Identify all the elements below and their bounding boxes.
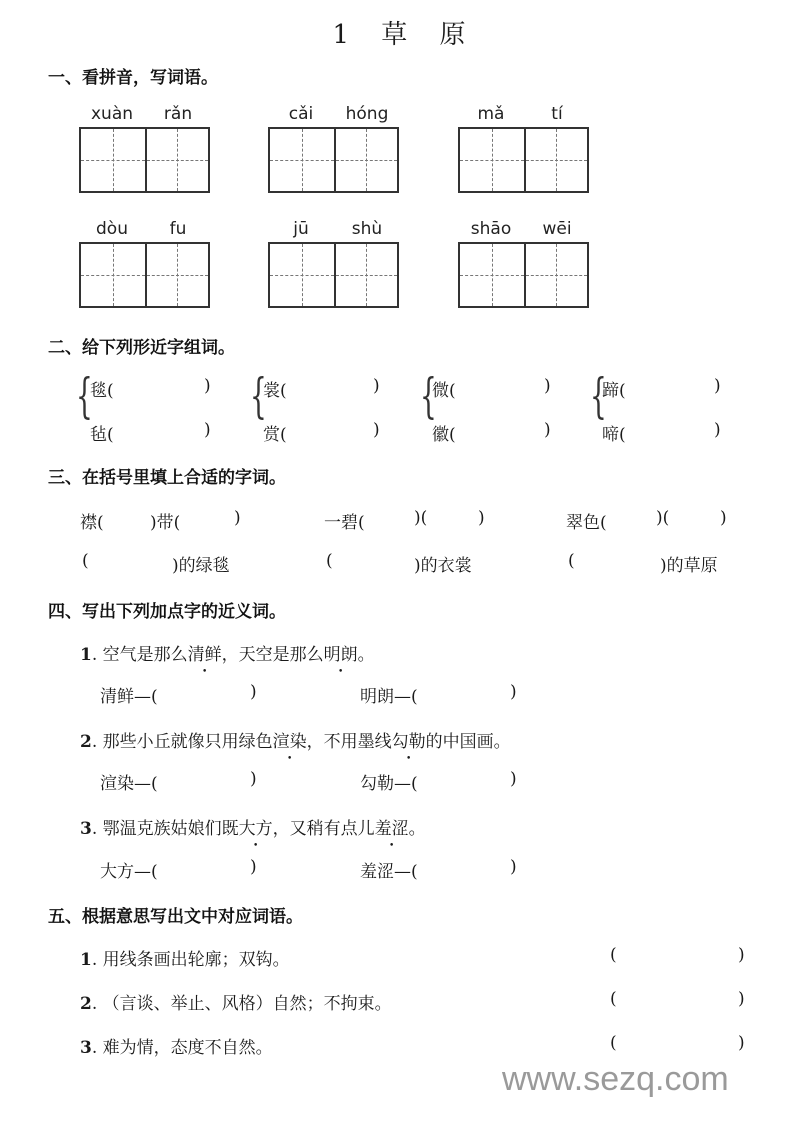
open-paren: (: [568, 551, 575, 571]
pinyin: dòu: [96, 219, 128, 239]
open-paren: (: [610, 989, 617, 1009]
brace-icon: {: [420, 368, 437, 424]
answer-prompt: 渲染—(: [100, 774, 158, 794]
item-number: 1: [80, 950, 92, 970]
sentence-text: ，天空是那么: [221, 645, 324, 665]
fill-prompt: )的绿毯: [172, 556, 230, 576]
pinyin: shāo: [470, 219, 512, 239]
grid-cell[interactable]: [145, 244, 209, 306]
writing-grid[interactable]: [458, 242, 589, 308]
pinyin: rǎn: [163, 104, 193, 124]
dotted-word: 渲染: [272, 732, 307, 752]
close-paren: ): [738, 945, 745, 965]
fill-prompt: )带(: [150, 513, 181, 533]
close-paren: ): [510, 682, 517, 702]
sentence: 2. 那些小丘就像只用绿色渲染，不用墨线勾勒的中国画。: [80, 727, 511, 752]
definition-item: 3. 难为情，态度不自然。: [80, 1038, 273, 1058]
brace-icon: {: [590, 368, 607, 424]
sentence-text: 鄂温克族姑娘们既: [102, 819, 239, 839]
section-heading-5: 五、根据意思写出文中对应词语。: [48, 907, 303, 927]
answer-prompt: 羞涩—(: [360, 862, 418, 882]
section-heading-3: 三、在括号里填上合适的字词。: [48, 468, 286, 488]
definition-text: 用线条画出轮廓；双钩。: [102, 950, 290, 970]
close-paren: ): [544, 376, 551, 396]
item-number: 2: [80, 732, 92, 752]
fill-prompt: 翠色(: [566, 513, 607, 533]
section-heading-2: 二、给下列形近字组词。: [48, 338, 235, 358]
close-paren: ): [510, 769, 517, 789]
char-prompt: 毯(: [90, 381, 114, 401]
writing-grid[interactable]: [268, 242, 399, 308]
definition-text: （言谈、举止、风格）自然；不拘束。: [102, 994, 392, 1014]
close-paren: ): [373, 376, 380, 396]
open-paren: (: [82, 551, 89, 571]
answer-prompt: 清鲜—(: [100, 687, 158, 707]
open-paren: (: [610, 945, 617, 965]
fill-prompt: )(: [656, 508, 670, 528]
pinyin: fu: [169, 219, 187, 239]
close-paren: ): [714, 420, 721, 440]
definition-item: 2. （言谈、举止、风格）自然；不拘束。: [80, 994, 392, 1014]
close-paren: ): [204, 376, 211, 396]
pinyin: jū: [293, 219, 309, 239]
item-number: 3: [80, 1038, 92, 1058]
grid-cell[interactable]: [81, 129, 145, 191]
definition-item: 1. 用线条画出轮廓；双钩。: [80, 950, 290, 970]
dotted-word: 大方: [238, 819, 273, 839]
fill-prompt: )的衣裳: [414, 556, 472, 576]
fill-prompt: 一碧(: [324, 513, 365, 533]
open-paren: (: [610, 1033, 617, 1053]
writing-grid[interactable]: [79, 242, 210, 308]
fill-prompt: 襟(: [80, 513, 104, 533]
dotted-word: 明朗: [323, 645, 358, 665]
title-char: 原: [439, 20, 468, 50]
sentence-text: 那些小丘就像只用绿色: [102, 732, 273, 752]
brace-icon: {: [76, 368, 93, 424]
close-paren: ): [714, 376, 721, 396]
item-number: 3: [80, 819, 92, 839]
definition-text: 难为情，态度不自然。: [102, 1038, 273, 1058]
close-paren: ): [250, 769, 257, 789]
grid-cell[interactable]: [460, 129, 524, 191]
pinyin: wēi: [542, 219, 572, 239]
close-paren: ): [738, 1033, 745, 1053]
close-paren: ): [204, 420, 211, 440]
sentence: 3. 鄂温克族姑娘们既大方，又稍有点儿羞涩。: [80, 814, 426, 839]
writing-grid[interactable]: [79, 127, 210, 193]
char-prompt: 裳(: [263, 381, 287, 401]
grid-cell[interactable]: [145, 129, 209, 191]
answer-prompt: 明朗—(: [360, 687, 418, 707]
char-prompt: 微(: [432, 381, 456, 401]
sentence-text: ，不用墨线: [306, 732, 392, 752]
pinyin: shù: [351, 219, 383, 239]
grid-cell[interactable]: [524, 129, 588, 191]
sentence-text: 的中国画。: [425, 732, 511, 752]
grid-cell[interactable]: [460, 244, 524, 306]
grid-cell[interactable]: [270, 129, 334, 191]
sentence-text: ，又稍有点儿: [272, 819, 375, 839]
fill-prompt: )(: [414, 508, 428, 528]
pinyin: tí: [551, 104, 563, 124]
item-number: 1: [80, 645, 92, 665]
title-char: 草: [381, 20, 410, 50]
item-number: 2: [80, 994, 92, 1014]
pinyin: xuàn: [90, 104, 134, 124]
grid-cell[interactable]: [81, 244, 145, 306]
close-paren: ): [544, 420, 551, 440]
dotted-word: 清鲜: [187, 645, 222, 665]
close-paren: ): [250, 682, 257, 702]
brace-icon: {: [250, 368, 267, 424]
open-paren: (: [326, 551, 333, 571]
sentence-text: 空气是那么: [102, 645, 188, 665]
dotted-word: 羞涩: [374, 819, 409, 839]
grid-cell[interactable]: [334, 129, 398, 191]
pinyin: mǎ: [477, 104, 505, 124]
writing-grid[interactable]: [458, 127, 589, 193]
page-title: [0, 14, 800, 51]
fill-prompt: ): [478, 508, 485, 528]
section-heading-4: 四、写出下列加点字的近义词。: [48, 602, 286, 622]
close-paren: ): [510, 857, 517, 877]
writing-grid[interactable]: [268, 127, 399, 193]
section-heading-1: 一、看拼音，写词语。: [48, 68, 218, 88]
lesson-number: 1: [332, 20, 351, 50]
pinyin: hóng: [345, 104, 389, 124]
char-prompt: 毡(: [90, 425, 114, 445]
sentence-text: 。: [357, 645, 375, 665]
watermark: www.sezq.com: [502, 1060, 729, 1098]
pinyin: cǎi: [288, 104, 314, 124]
dotted-word: 勾勒: [391, 732, 426, 752]
char-prompt: 啼(: [602, 425, 626, 445]
close-paren: ): [738, 989, 745, 1009]
sentence: 1. 空气是那么清鲜，天空是那么明朗。: [80, 640, 375, 665]
char-prompt: 蹄(: [602, 381, 626, 401]
close-paren: ): [373, 420, 380, 440]
sentence-text: 。: [408, 819, 426, 839]
answer-prompt: 勾勒—(: [360, 774, 418, 794]
grid-cell[interactable]: [270, 244, 334, 306]
char-prompt: 徽(: [432, 425, 456, 445]
grid-cell[interactable]: [524, 244, 588, 306]
fill-prompt: )的草原: [660, 556, 718, 576]
answer-prompt: 大方—(: [100, 862, 158, 882]
grid-cell[interactable]: [334, 244, 398, 306]
fill-prompt: ): [234, 508, 241, 528]
close-paren: ): [250, 857, 257, 877]
fill-prompt: ): [720, 508, 727, 528]
char-prompt: 赏(: [263, 425, 287, 445]
